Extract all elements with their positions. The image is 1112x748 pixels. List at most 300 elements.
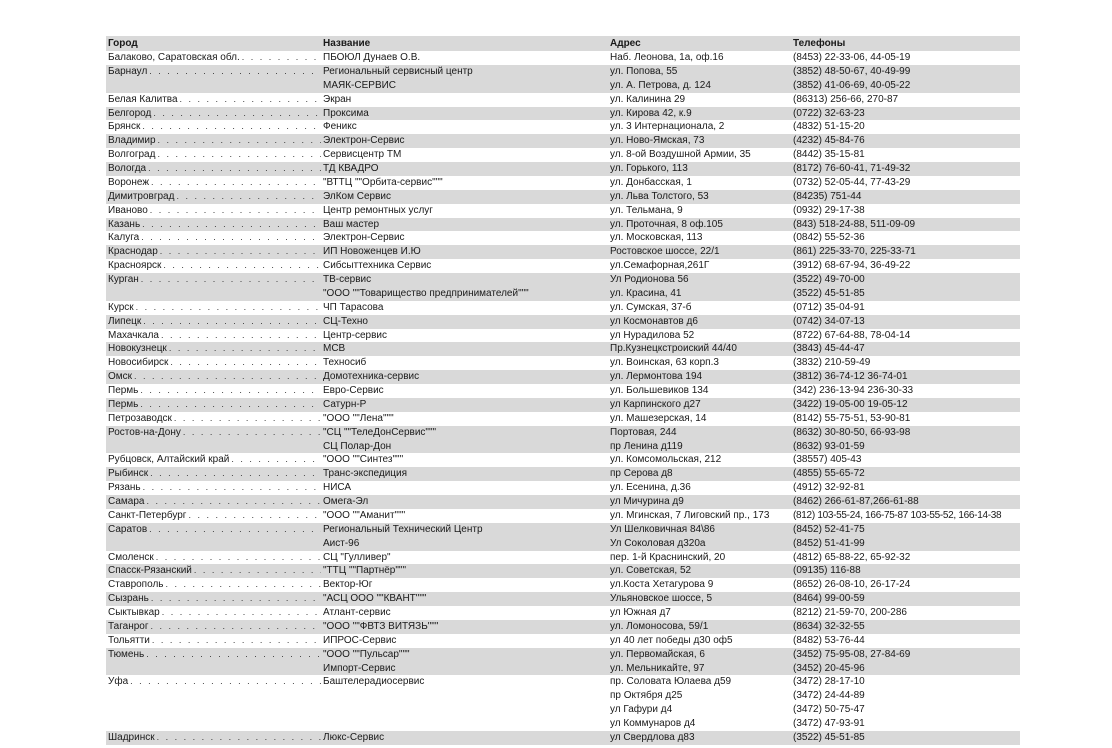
cell-name: Аист-96 bbox=[321, 537, 608, 551]
city-label: Красноярск bbox=[108, 260, 162, 272]
table-row bbox=[106, 731, 1020, 745]
cell-phones: (3912) 68-67-94, 36-49-22 bbox=[793, 260, 911, 272]
table-row bbox=[106, 218, 1020, 232]
cell-address: пр Серова д8 bbox=[608, 467, 791, 481]
cell-city bbox=[106, 301, 321, 315]
dot-leader bbox=[152, 634, 321, 648]
cell-phones: (3472) 50-75-47 bbox=[793, 704, 865, 716]
cell-city bbox=[106, 551, 321, 565]
cell-name: СЦ "Гулливер" bbox=[323, 551, 391, 563]
city-label: Воронеж bbox=[108, 176, 150, 188]
cell-city bbox=[106, 65, 321, 79]
cell-phones: (3452) 75-95-08, 27-84-69 bbox=[791, 648, 1020, 662]
cell-address: ул. Московская, 113 bbox=[610, 232, 703, 244]
table-row bbox=[106, 620, 1020, 634]
header-address: Адрес bbox=[608, 36, 791, 51]
table-row bbox=[106, 93, 1020, 107]
table-row bbox=[106, 51, 1020, 65]
cell-address: ул. Есенина, д.36 bbox=[610, 482, 691, 494]
cell-city bbox=[106, 190, 321, 204]
dot-leader bbox=[153, 107, 321, 121]
dot-leader bbox=[130, 675, 321, 689]
table-row bbox=[106, 231, 1020, 245]
city-label: Смоленск bbox=[108, 551, 154, 563]
cell-name bbox=[321, 689, 608, 703]
table-row bbox=[106, 176, 1020, 190]
dot-leader bbox=[150, 467, 321, 481]
city-label: Санкт-Петербург bbox=[108, 509, 187, 521]
cell-city bbox=[106, 134, 321, 148]
cell-city bbox=[106, 481, 321, 495]
dot-leader bbox=[170, 356, 321, 370]
table-row bbox=[106, 578, 1020, 592]
cell-city bbox=[106, 273, 321, 287]
dot-leader bbox=[163, 259, 321, 273]
city-label: Калуга bbox=[108, 232, 140, 244]
cell-address: ул. 3 Интернационала, 2 bbox=[610, 121, 725, 133]
cell-address: ул. Комсомольская, 212 bbox=[610, 454, 722, 466]
cell-address: ул. Калинина 29 bbox=[610, 93, 686, 105]
cell-name: Сибсыттехника Сервис bbox=[323, 260, 432, 272]
cell-city bbox=[106, 703, 321, 717]
dot-leader bbox=[141, 231, 321, 245]
cell-phones: (8453) 22-33-06, 44-05-19 bbox=[793, 52, 911, 63]
table-row bbox=[106, 426, 1020, 440]
cell-name: ЭлКом Сервис bbox=[321, 190, 608, 204]
cell-name bbox=[321, 717, 608, 731]
dot-leader bbox=[157, 148, 321, 162]
cell-phones: (3522) 45-51-85 bbox=[791, 287, 1020, 301]
cell-address: ул Коммунаров д4 bbox=[610, 718, 696, 729]
cell-city bbox=[106, 509, 321, 523]
city-label: Тюмень bbox=[108, 648, 145, 660]
table-header-row bbox=[106, 36, 1020, 51]
table-row bbox=[106, 551, 1020, 565]
cell-name: НИСА bbox=[323, 482, 352, 494]
cell-name: Баштелерадиосервис bbox=[323, 676, 425, 688]
cell-address: Ул Шелковичная 84\86 bbox=[608, 523, 791, 537]
cell-address: ул. Большевиков 134 bbox=[610, 385, 709, 396]
dot-leader bbox=[169, 342, 321, 356]
cell-name: "ООО ""Лена""" bbox=[323, 412, 394, 424]
cell-city bbox=[106, 440, 321, 454]
dot-leader bbox=[157, 731, 321, 745]
table-row bbox=[106, 412, 1020, 426]
table-row bbox=[106, 662, 1020, 676]
city-label: Брянск bbox=[108, 121, 141, 133]
cell-phones: (8212) 21-59-70, 200-286 bbox=[793, 607, 907, 618]
dot-leader bbox=[149, 65, 321, 79]
dot-leader bbox=[180, 93, 321, 107]
cell-address: ул. А. Петрова, д. 124 bbox=[608, 79, 791, 93]
cell-phones: (4832) 51-15-20 bbox=[793, 121, 865, 133]
table-row bbox=[106, 481, 1020, 495]
cell-address: ул.Коста Хетагурова 9 bbox=[610, 579, 714, 591]
table-row bbox=[106, 648, 1020, 662]
cell-address: ул Космонавтов д6 bbox=[608, 315, 791, 329]
cell-address: ул. Лермонтова 194 bbox=[608, 370, 791, 384]
cell-name: Электрон-Сервис bbox=[321, 134, 608, 148]
dot-leader bbox=[141, 273, 321, 287]
cell-phones: (8464) 99-00-59 bbox=[791, 592, 1020, 606]
table-row bbox=[106, 370, 1020, 384]
city-label: Сыктывкар bbox=[108, 607, 160, 618]
dot-leader bbox=[140, 384, 321, 398]
table-row bbox=[106, 301, 1020, 315]
cell-address: ул Нурадилова 52 bbox=[610, 329, 695, 341]
cell-phones: (4855) 55-65-72 bbox=[791, 467, 1020, 481]
table-row bbox=[106, 245, 1020, 259]
city-label: Саратов bbox=[108, 523, 148, 535]
cell-city bbox=[106, 231, 321, 245]
cell-name: Ваш мастер bbox=[321, 218, 608, 232]
cell-name: ЧП Тарасова bbox=[323, 301, 384, 313]
table-row bbox=[106, 509, 1020, 523]
cell-address: ул. Донбасская, 1 bbox=[610, 176, 692, 188]
cell-address: ул. Горького, 113 bbox=[608, 162, 791, 176]
cell-city bbox=[106, 453, 321, 467]
cell-name: "ООО ""ФВТЗ ВИТЯЗЬ""" bbox=[321, 620, 608, 634]
table-row bbox=[106, 398, 1020, 412]
header-phones: Телефоны bbox=[791, 36, 1020, 51]
cell-city bbox=[106, 218, 321, 232]
cell-address: ул Свердлова д83 bbox=[608, 731, 791, 745]
city-label: Курган bbox=[108, 274, 139, 285]
cell-city bbox=[106, 675, 321, 689]
cell-city bbox=[106, 176, 321, 190]
cell-address: ул. Ново-Ямская, 73 bbox=[608, 134, 791, 148]
dot-leader bbox=[150, 204, 321, 218]
city-label: Шадринск bbox=[108, 731, 155, 743]
city-label: Балаково, Саратовская обл. bbox=[108, 52, 240, 63]
city-label: Вологда bbox=[108, 163, 147, 174]
cell-name: Региональный Технический Центр bbox=[321, 523, 608, 537]
dot-leader bbox=[188, 509, 321, 523]
dot-leader bbox=[156, 551, 321, 565]
cell-address: Ростовское шоссе, 22/1 bbox=[608, 245, 791, 259]
cell-city bbox=[106, 329, 321, 343]
cell-phones: (4232) 45-84-76 bbox=[791, 134, 1020, 148]
cell-name: Проксима bbox=[321, 107, 608, 121]
cell-city bbox=[106, 51, 321, 65]
cell-phones: (342) 236-13-94 236-30-33 bbox=[793, 385, 914, 396]
city-label: Спасск-Рязанский bbox=[108, 565, 192, 577]
city-label: Казань bbox=[108, 218, 141, 230]
dot-leader bbox=[148, 162, 321, 176]
cell-phones: (3812) 36-74-12 36-74-01 bbox=[791, 370, 1020, 384]
cell-name: "ООО ""Аманит""" bbox=[323, 509, 406, 521]
cell-name: Электрон-Сервис bbox=[323, 232, 405, 244]
header-city: Город bbox=[106, 36, 321, 51]
table-row bbox=[106, 315, 1020, 329]
cell-name: СЦ Полар-Дон bbox=[321, 440, 608, 454]
table-row bbox=[106, 495, 1020, 509]
cell-name: МАЯК-СЕРВИС bbox=[321, 79, 608, 93]
city-label: Рыбинск bbox=[108, 468, 149, 480]
dot-leader bbox=[146, 648, 321, 662]
city-label: Рубцовск, Алтайский край bbox=[108, 454, 230, 466]
cell-address: Портовая, 244 bbox=[608, 426, 791, 440]
cell-name: Транс-экспедиция bbox=[321, 467, 608, 481]
dot-leader bbox=[134, 370, 321, 384]
cell-city bbox=[106, 412, 321, 426]
table-row bbox=[106, 467, 1020, 481]
cell-address: ул. Советская, 52 bbox=[608, 564, 791, 578]
cell-address: Ульяновское шоссе, 5 bbox=[608, 592, 791, 606]
table-row bbox=[106, 79, 1020, 93]
cell-city bbox=[106, 523, 321, 537]
cell-phones: (8142) 55-75-51, 53-90-81 bbox=[793, 412, 911, 424]
cell-phones: (4912) 32-92-81 bbox=[793, 482, 865, 494]
cell-address: ул. Красина, 41 bbox=[608, 287, 791, 301]
dot-leader bbox=[143, 315, 321, 329]
cell-phones: (8652) 26-08-10, 26-17-24 bbox=[793, 579, 911, 591]
dot-leader bbox=[183, 426, 321, 440]
table-row bbox=[106, 287, 1020, 301]
cell-city bbox=[106, 662, 321, 676]
cell-phones: (3843) 45-44-47 bbox=[791, 342, 1020, 356]
cell-name: "ТТЦ ""Партнёр""" bbox=[321, 564, 608, 578]
service-centers-sheet bbox=[106, 36, 1020, 745]
dot-leader bbox=[161, 329, 321, 343]
cell-phones: (0722) 32-63-23 bbox=[791, 107, 1020, 121]
cell-city bbox=[106, 564, 321, 578]
cell-phones: (8452) 52-41-75 bbox=[791, 523, 1020, 537]
cell-city bbox=[106, 620, 321, 634]
table-row bbox=[106, 537, 1020, 551]
cell-name: Региональный сервисный центр bbox=[321, 65, 608, 79]
cell-phones: (3472) 47-93-91 bbox=[793, 718, 865, 729]
city-label: Ставрополь bbox=[108, 579, 164, 591]
cell-address: ул. Льва Толстого, 53 bbox=[608, 190, 791, 204]
cell-address: пр Октября д25 bbox=[610, 690, 683, 702]
cell-phones: (3852) 48-50-67, 40-49-99 bbox=[791, 65, 1020, 79]
city-label: Пермь bbox=[108, 398, 139, 410]
cell-city bbox=[106, 370, 321, 384]
cell-name: ПБОЮЛ Дунаев О.В. bbox=[323, 52, 421, 63]
cell-address: Пр.Кузнецкстроиский 44/40 bbox=[608, 342, 791, 356]
table-row bbox=[106, 107, 1020, 121]
cell-city bbox=[106, 107, 321, 121]
cell-address: ул. Воинская, 63 корп.3 bbox=[610, 357, 719, 369]
cell-name: Импорт-Сервис bbox=[321, 662, 608, 676]
cell-name: "ООО ""Синтез""" bbox=[323, 454, 404, 466]
table-row bbox=[106, 273, 1020, 287]
cell-name: Люкс-Сервис bbox=[321, 731, 608, 745]
cell-name: "АСЦ ООО ""КВАНТ""" bbox=[321, 592, 608, 606]
cell-address: ул 40 лет победы д30 оф5 bbox=[610, 634, 733, 646]
header-name: Название bbox=[321, 36, 608, 51]
table-row bbox=[106, 342, 1020, 356]
table-row bbox=[106, 703, 1020, 717]
table-row bbox=[106, 65, 1020, 79]
cell-phones: (8632) 93-01-59 bbox=[791, 440, 1020, 454]
table-row bbox=[106, 440, 1020, 454]
cell-phones: (0932) 29-17-38 bbox=[793, 204, 865, 216]
table-row bbox=[106, 356, 1020, 370]
cell-city bbox=[106, 495, 321, 509]
city-label: Пермь bbox=[108, 385, 139, 396]
city-label: Краснодар bbox=[108, 246, 158, 258]
table-row bbox=[106, 259, 1020, 273]
cell-name: Евро-Сервис bbox=[323, 385, 384, 396]
table-row bbox=[106, 523, 1020, 537]
cell-city bbox=[106, 537, 321, 551]
cell-address: Ул Соколовая д320а bbox=[608, 537, 791, 551]
cell-city bbox=[106, 467, 321, 481]
cell-city bbox=[106, 592, 321, 606]
cell-name: Техносиб bbox=[323, 357, 367, 369]
city-label: Белая Калитва bbox=[108, 93, 178, 105]
cell-phones: (86313) 256-66, 270-87 bbox=[793, 93, 899, 105]
cell-city bbox=[106, 606, 321, 620]
table-row bbox=[106, 190, 1020, 204]
cell-phones: (0732) 52-05-44, 77-43-29 bbox=[793, 176, 911, 188]
cell-address: ул. Попова, 55 bbox=[608, 65, 791, 79]
cell-name: ИП Новоженцев И.Ю bbox=[321, 245, 608, 259]
cell-name: Омега-Эл bbox=[321, 495, 608, 509]
cell-name: Вектор-Юг bbox=[323, 579, 373, 591]
cell-phones: (0842) 55-52-36 bbox=[793, 232, 865, 244]
cell-phones: (8452) 51-41-99 bbox=[791, 537, 1020, 551]
dot-leader bbox=[149, 523, 321, 537]
dot-leader bbox=[162, 606, 321, 620]
cell-phones: (38557) 405-43 bbox=[793, 454, 862, 466]
cell-city bbox=[106, 634, 321, 648]
cell-name: Центр ремонтных услуг bbox=[323, 204, 433, 216]
cell-name: СЦ-Техно bbox=[321, 315, 608, 329]
cell-address: пр. Соловата Юлаева д59 bbox=[610, 676, 732, 688]
cell-city bbox=[106, 287, 321, 301]
dot-leader bbox=[231, 453, 321, 467]
city-label: Уфа bbox=[108, 676, 129, 688]
cell-city bbox=[106, 93, 321, 107]
service-centers-table bbox=[106, 36, 1020, 745]
cell-city bbox=[106, 731, 321, 745]
cell-phones: (3832) 210-59-49 bbox=[793, 357, 871, 369]
dot-leader bbox=[242, 51, 321, 65]
city-label: Омск bbox=[108, 371, 133, 383]
table-row bbox=[106, 134, 1020, 148]
table-row bbox=[106, 717, 1020, 731]
city-label: Курск bbox=[108, 301, 134, 313]
cell-name: Атлант-сервис bbox=[323, 607, 391, 618]
table-row bbox=[106, 204, 1020, 218]
table-row bbox=[106, 329, 1020, 343]
cell-address: ул. Первомайская, 6 bbox=[608, 648, 791, 662]
cell-phones: (812) 103-55-24, 166-75-87 103-55-52, 166-14-38 bbox=[793, 509, 1002, 521]
cell-address: ул. Мельникайте, 97 bbox=[608, 662, 791, 676]
city-label: Самара bbox=[108, 496, 145, 507]
city-label: Ростов-на-Дону bbox=[108, 426, 181, 438]
cell-city bbox=[106, 259, 321, 273]
city-label: Волгоград bbox=[108, 149, 156, 161]
cell-name bbox=[321, 703, 608, 717]
cell-phones: (84235) 751-44 bbox=[791, 190, 1020, 204]
cell-city bbox=[106, 342, 321, 356]
cell-name: Сатурн-Р bbox=[321, 398, 608, 412]
table-row bbox=[106, 564, 1020, 578]
cell-address: пер. 1-й Краснинский, 20 bbox=[610, 551, 726, 563]
city-label: Махачкала bbox=[108, 329, 159, 341]
city-label: Димитровград bbox=[108, 190, 175, 202]
city-label: Петрозаводск bbox=[108, 412, 172, 424]
cell-phones: (8634) 32-32-55 bbox=[791, 620, 1020, 634]
cell-phones: (09135) 116-88 bbox=[791, 564, 1020, 578]
cell-name: "ООО ""Пульсар""" bbox=[321, 648, 608, 662]
cell-phones: (3452) 20-45-96 bbox=[791, 662, 1020, 676]
cell-phones: (8482) 53-76-44 bbox=[793, 634, 865, 646]
cell-name: МСВ bbox=[321, 342, 608, 356]
table-row bbox=[106, 606, 1020, 620]
table-row bbox=[106, 148, 1020, 162]
dot-leader bbox=[143, 481, 321, 495]
city-label: Новосибирск bbox=[108, 357, 169, 369]
city-label: Белгород bbox=[108, 107, 152, 119]
city-label: Тольятти bbox=[108, 634, 150, 646]
city-label: Иваново bbox=[108, 204, 148, 216]
dot-leader bbox=[194, 564, 321, 578]
cell-phones: (3472) 28-17-10 bbox=[793, 676, 865, 688]
cell-name: "СЦ ""ТелеДонСервис""" bbox=[321, 426, 608, 440]
dot-leader bbox=[176, 190, 321, 204]
dot-leader bbox=[136, 301, 321, 315]
cell-phones: (4812) 65-88-22, 65-92-32 bbox=[793, 551, 911, 563]
cell-address: ул. Кирова 42, к.9 bbox=[608, 107, 791, 121]
cell-name: "ООО ""Товарищество предпринимателей""" bbox=[321, 287, 608, 301]
cell-address: ул Карпинского д27 bbox=[608, 398, 791, 412]
city-label: Липецк bbox=[108, 315, 142, 327]
cell-city bbox=[106, 384, 321, 398]
cell-address: ул Южная д7 bbox=[610, 607, 671, 618]
cell-address: Наб. Леонова, 1а, оф.16 bbox=[610, 52, 724, 63]
cell-address: ул. Сумская, 37-б bbox=[610, 301, 692, 313]
cell-city bbox=[106, 398, 321, 412]
dot-leader bbox=[160, 245, 321, 259]
cell-phones: (8462) 266-61-87,266-61-88 bbox=[791, 495, 1020, 509]
cell-city bbox=[106, 245, 321, 259]
cell-address: ул. Тельмана, 9 bbox=[610, 204, 683, 216]
cell-phones: (8172) 76-60-41, 71-49-32 bbox=[791, 162, 1020, 176]
cell-phones: (8722) 67-64-88, 78-04-14 bbox=[793, 329, 911, 341]
cell-name: Экран bbox=[323, 93, 352, 105]
cell-name: ИПРОС-Сервис bbox=[323, 634, 397, 646]
cell-name: Феникс bbox=[323, 121, 357, 133]
cell-city bbox=[106, 204, 321, 218]
table-row bbox=[106, 634, 1020, 648]
cell-city bbox=[106, 162, 321, 176]
cell-address: ул Гафури д4 bbox=[610, 704, 673, 716]
dot-leader bbox=[151, 176, 321, 190]
table-row bbox=[106, 592, 1020, 606]
dot-leader bbox=[158, 134, 321, 148]
cell-address: Ул Родионова 56 bbox=[608, 273, 791, 287]
cell-city bbox=[106, 717, 321, 731]
cell-name: "ВТТЦ ""Орбита-сервис""" bbox=[323, 176, 443, 188]
city-label: Барнаул bbox=[108, 65, 148, 77]
cell-phones: (3522) 45-51-85 bbox=[791, 731, 1020, 745]
cell-city bbox=[106, 315, 321, 329]
cell-phones: (843) 518-24-88, 511-09-09 bbox=[791, 218, 1020, 232]
dot-leader bbox=[174, 412, 321, 426]
dot-leader bbox=[142, 120, 321, 134]
dot-leader bbox=[151, 620, 321, 634]
city-label: Владимир bbox=[108, 135, 156, 147]
dot-leader bbox=[166, 578, 322, 592]
cell-name: ТД КВАДРО bbox=[321, 162, 608, 176]
cell-name: Центр-сервис bbox=[323, 329, 387, 341]
cell-address: ул. Мгинская, 7 Лиговский пр., 173 bbox=[610, 509, 770, 521]
